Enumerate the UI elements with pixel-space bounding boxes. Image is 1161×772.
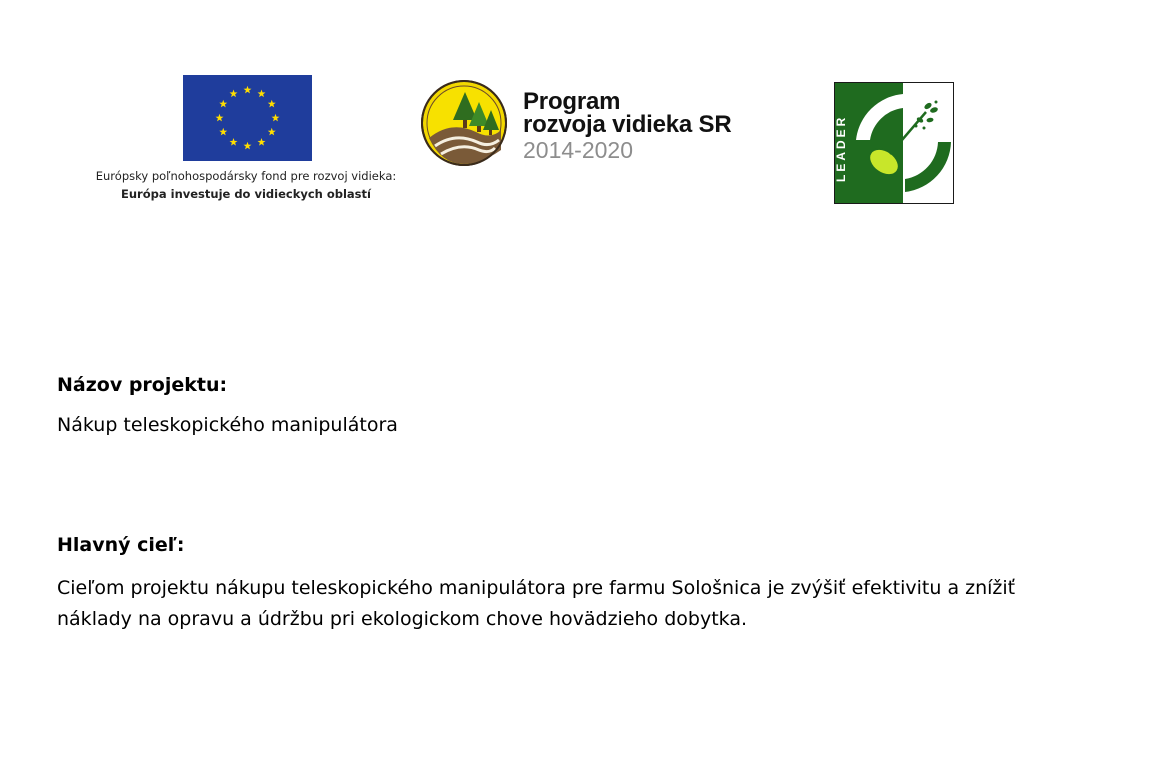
eu-caption-line1: Európsky poľnohospodársky fond pre rozvoj vidieka: [95, 169, 397, 183]
prv-title-line1: Program [523, 88, 621, 115]
eu-caption [88, 167, 404, 203]
project-name-value: Nákup teleskopického manipulátora [57, 414, 398, 436]
prv-title [523, 90, 732, 136]
prv-title-line2: rozvoja vidieka SR [523, 111, 732, 138]
prv-emblem-icon [421, 80, 507, 166]
prv-years: 2014-2020 [523, 137, 633, 163]
leader-logo-icon [834, 82, 954, 204]
eu-logo [88, 75, 408, 205]
project-goal-label: Hlavný cieľ: [57, 534, 185, 556]
prv-logo [421, 78, 751, 173]
eu-caption-line2: Európa investuje do vidieckych oblastí [121, 187, 371, 201]
project-name-label: Názov projektu: [57, 374, 228, 396]
eu-flag-icon [183, 75, 312, 161]
project-goal-text: Cieľom projektu nákupu teleskopického manipulátora pre farmu Sološnica je zvýšiť efektivitu a znížiť náklady na opravu a údržbu pri ekologickom chove hovädzieho dobytka. [57, 577, 1016, 630]
leader-text: LEADER [834, 114, 848, 182]
